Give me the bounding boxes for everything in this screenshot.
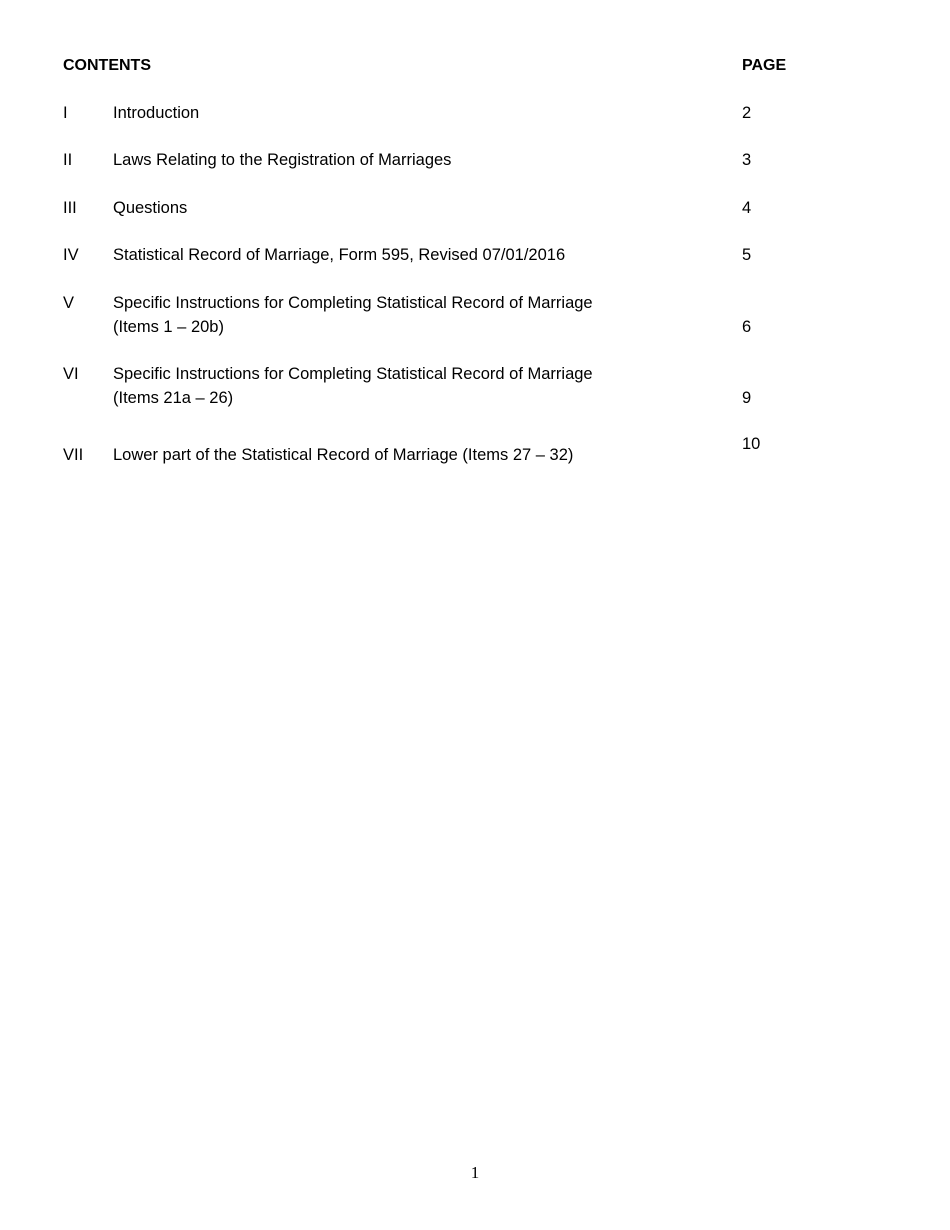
toc-entry-title (113, 196, 673, 220)
toc-entry-numeral: I (63, 104, 68, 122)
contents-heading: CONTENTS (63, 57, 151, 74)
toc-entry-title-line: Questions (113, 199, 188, 217)
toc-entry-title (113, 243, 673, 267)
toc-entry-page: 2 (742, 104, 752, 122)
toc-entry-title-line: Lower part of the Statistical Record of Marriage (Items 27 – 32) (113, 446, 574, 464)
toc-entry-title-line: Introduction (113, 104, 200, 122)
toc-entry-page: 3 (742, 151, 752, 169)
toc-entry-title (113, 443, 673, 467)
page-column-heading: PAGE (742, 57, 787, 74)
toc-entry-numeral: VII (63, 446, 84, 464)
toc-entry-numeral: VI (63, 365, 79, 383)
toc-entry-page: 5 (742, 246, 752, 264)
toc-entry-title-line: Specific Instructions for Completing Statistical Record of Marriage (113, 365, 593, 383)
toc-entry-page: 10 (742, 435, 761, 453)
toc-entry-title-line: Statistical Record of Marriage, Form 595, Revised 07/01/2016 (113, 246, 566, 264)
toc-entry-page: 4 (742, 199, 752, 217)
toc-entry-title-line: Laws Relating to the Registration of Marriages (113, 151, 452, 169)
toc-entry-title-line: (Items 1 – 20b) (113, 318, 224, 336)
toc-entry-page: 6 (742, 318, 752, 336)
toc-entry-numeral: II (63, 151, 73, 169)
toc-entry-title-line: (Items 21a – 26) (113, 389, 234, 407)
toc-entry-title (113, 101, 673, 125)
toc-entry-numeral: III (63, 199, 77, 217)
toc-entry-title (113, 291, 673, 339)
page-number: 1 (470, 1163, 480, 1182)
toc-entry-numeral: V (63, 294, 75, 312)
toc-entry-numeral: IV (63, 246, 79, 264)
toc-entry-page: 9 (742, 389, 752, 407)
toc-entry-title-line: Specific Instructions for Completing Statistical Record of Marriage (113, 294, 593, 312)
toc-entry-title (113, 362, 673, 410)
toc-entry-title (113, 148, 673, 172)
